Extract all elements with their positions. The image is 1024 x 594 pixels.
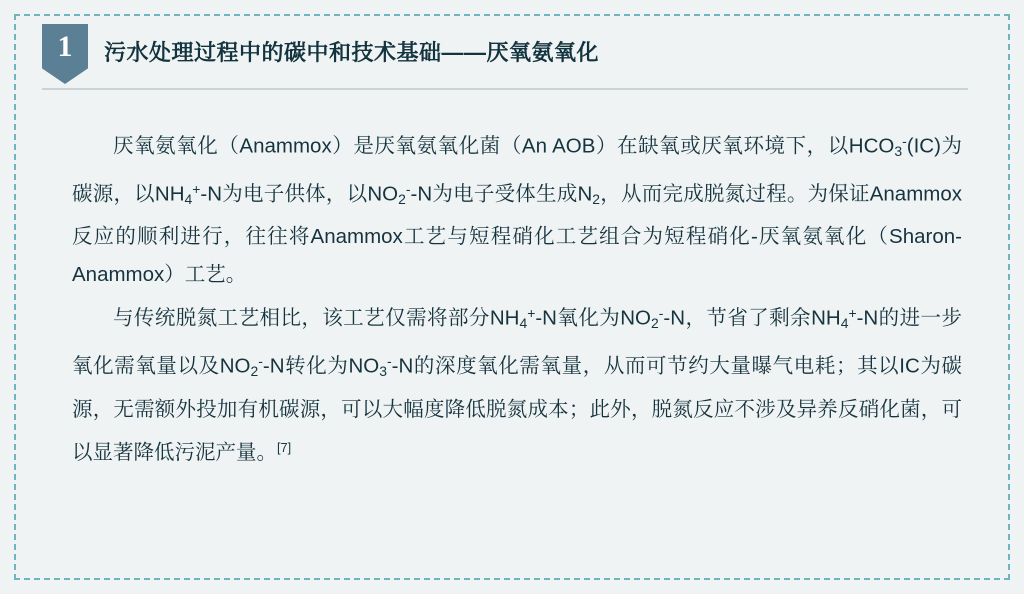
p2-sub1: 4 bbox=[519, 315, 528, 332]
p1-seg5: ，从而完成脱氮过程。为保证Anammox反应的顺利进行，往往将Anammox工艺与短程硝化工艺组合为短程硝化-厌氧氨氧化（Sharon-Anammox）工艺。 bbox=[72, 182, 963, 287]
p1-seg2: (IC)为碳源，以NH bbox=[72, 134, 963, 206]
header-divider bbox=[42, 88, 968, 90]
p2-sup3: + bbox=[848, 305, 857, 322]
body-content bbox=[72, 122, 962, 472]
p1-seg1: 厌氧氨氧化（Anammox）是厌氧氨氧化菌（An AOB）在缺氧或厌氧环境下，以HCO bbox=[113, 134, 895, 158]
p2-sub2: 2 bbox=[650, 315, 659, 332]
p2-seg1: 与传统脱氮工艺相比，该工艺仅需将部分NH bbox=[113, 306, 520, 330]
p2-sub3: 4 bbox=[840, 315, 849, 332]
section-number-badge bbox=[42, 24, 88, 84]
badge-number: 1 bbox=[57, 30, 73, 63]
p2-seg3: -N，节省了剩余NH bbox=[663, 306, 841, 330]
section-header bbox=[42, 24, 964, 86]
p2-sub4: 2 bbox=[250, 363, 259, 380]
p2-sub5: 3 bbox=[379, 363, 387, 380]
reference-marker: [7] bbox=[277, 439, 292, 455]
p1-sup3: - bbox=[405, 181, 411, 198]
p2-sup1: + bbox=[527, 305, 536, 322]
p1-seg4: -N为电子受体生成N bbox=[410, 182, 593, 206]
paragraph-1 bbox=[72, 122, 962, 294]
p1-sup2: + bbox=[192, 181, 201, 198]
p1-seg3: -N为电子供体，以NO bbox=[200, 182, 399, 206]
paragraph-2 bbox=[72, 294, 962, 471]
p1-sub4: 2 bbox=[592, 191, 601, 208]
p2-seg5: -N转化为NO bbox=[262, 354, 380, 378]
p2-seg4: -N的进一步氧化需氧量以及NO bbox=[72, 306, 962, 378]
p2-seg6: -N的深度氧化需氧量，从而可节约大量曝气电耗；其以IC为碳源，无需额外投加有机碳源，可以大幅度降低脱氮成本；此外，脱氮反应不涉及异养反硝化菌，可以显著降低污泥产量。 bbox=[72, 354, 962, 464]
p1-sub2: 4 bbox=[184, 191, 193, 208]
p2-sup4: - bbox=[258, 353, 263, 370]
p1-sub3: 2 bbox=[398, 191, 406, 208]
p1-sub1: 3 bbox=[894, 143, 903, 160]
p2-sup5: - bbox=[386, 353, 392, 370]
p1-sup1: - bbox=[902, 133, 907, 149]
page-title: 污水处理过程中的碳中和技术基础——厌氧氨氧化 bbox=[104, 40, 600, 65]
p2-sup2: - bbox=[658, 305, 664, 322]
p2-seg2: -N氧化为NO bbox=[535, 306, 651, 330]
